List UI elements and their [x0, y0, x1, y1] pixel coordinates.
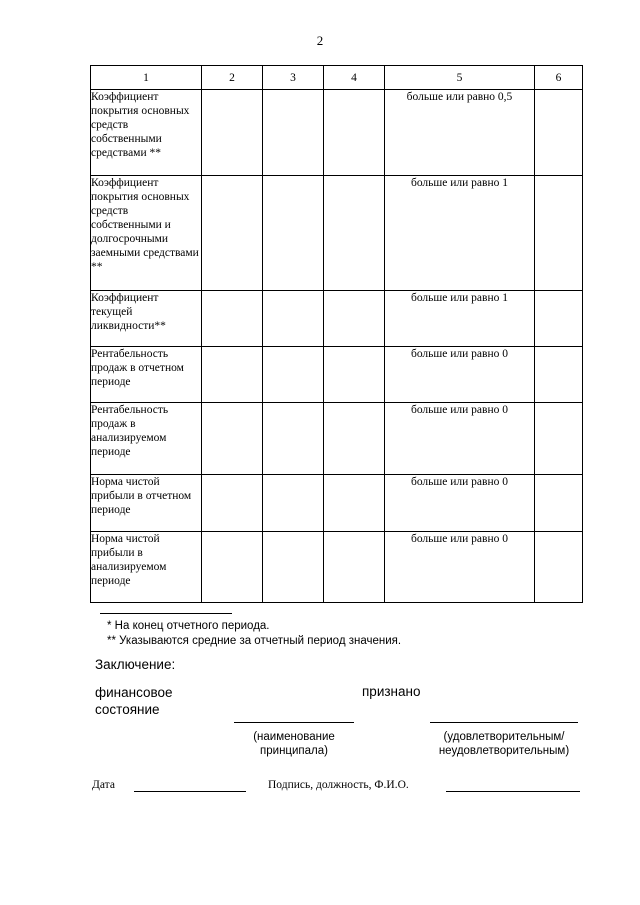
norm-cell: больше или равно 0 [385, 475, 535, 532]
header-cell: 4 [324, 66, 385, 90]
value-cell [202, 475, 263, 532]
signature-label: Подпись, должность, Ф.И.О. [268, 779, 409, 791]
table-row [91, 90, 583, 176]
value-cell [324, 90, 385, 176]
value-cell [202, 90, 263, 176]
indicator-name: Рентабельность продаж в отчетном периоде [91, 347, 202, 403]
value-cell [535, 475, 583, 532]
value-cell [202, 291, 263, 347]
value-cell [535, 347, 583, 403]
table-row [91, 291, 583, 347]
indicator-name: Норма чистой прибыли в анализируемом периоде [91, 532, 202, 603]
indicator-name: Норма чистой прибыли в отчетном периоде [91, 475, 202, 532]
norm-cell: больше или равно 0 [385, 347, 535, 403]
value-cell [535, 176, 583, 291]
value-cell [535, 291, 583, 347]
value-cell [324, 347, 385, 403]
footnote-divider [100, 613, 232, 614]
table-row [91, 403, 583, 475]
header-cell: 1 [91, 66, 202, 90]
value-cell [202, 347, 263, 403]
indicator-name: Коэффициент текущей ликвидности** [91, 291, 202, 347]
header-cell: 2 [202, 66, 263, 90]
value-cell [263, 176, 324, 291]
evaluation-caption: (удовлетворительным/ неудовлетворительным) [438, 731, 570, 757]
principal-name-caption: (наименование принципала) [253, 731, 335, 757]
value-cell [263, 291, 324, 347]
value-cell [324, 475, 385, 532]
value-cell [324, 403, 385, 475]
value-cell [324, 291, 385, 347]
norm-cell: больше или равно 1 [385, 176, 535, 291]
norm-cell: больше или равно 1 [385, 291, 535, 347]
value-cell [202, 403, 263, 475]
value-cell [263, 403, 324, 475]
value-cell [202, 532, 263, 603]
recognized-label: признано [362, 684, 421, 699]
value-cell [324, 176, 385, 291]
table-row [91, 475, 583, 532]
value-cell [535, 532, 583, 603]
value-cell [263, 475, 324, 532]
signature-line [446, 791, 580, 792]
norm-cell: больше или равно 0 [385, 403, 535, 475]
value-cell [263, 347, 324, 403]
conclusion-label: Заключение: [95, 657, 176, 672]
date-line [134, 791, 246, 792]
financial-indicators-table [90, 65, 583, 603]
value-cell [324, 532, 385, 603]
indicator-name: Рентабельность продаж в анализируемом периоде [91, 403, 202, 475]
indicator-name: Коэффициент покрытия основных средств собственными и долгосрочными заемными средствами ** [91, 176, 202, 291]
table-header-row [91, 66, 583, 90]
page-number: 2 [316, 33, 324, 48]
table-row [91, 347, 583, 403]
evaluation-line [430, 722, 578, 723]
norm-cell: больше или равно 0 [385, 532, 535, 603]
header-cell: 6 [535, 66, 583, 90]
footnote-period-end: * На конец отчетного периода. [107, 620, 270, 632]
indicator-name: Коэффициент покрытия основных средств собственными средствами ** [91, 90, 202, 176]
norm-cell: больше или равно 0,5 [385, 90, 535, 176]
financial-state-label: финансовое состояние [95, 685, 173, 717]
value-cell [202, 176, 263, 291]
principal-name-line [234, 722, 354, 723]
date-label: Дата [92, 779, 115, 791]
header-cell: 3 [263, 66, 324, 90]
table-row [91, 176, 583, 291]
value-cell [535, 403, 583, 475]
value-cell [263, 532, 324, 603]
header-cell: 5 [385, 66, 535, 90]
footnote-average-values: ** Указываются средние за отчетный период значения. [107, 635, 402, 647]
table-row [91, 532, 583, 603]
value-cell [535, 90, 583, 176]
value-cell [263, 90, 324, 176]
